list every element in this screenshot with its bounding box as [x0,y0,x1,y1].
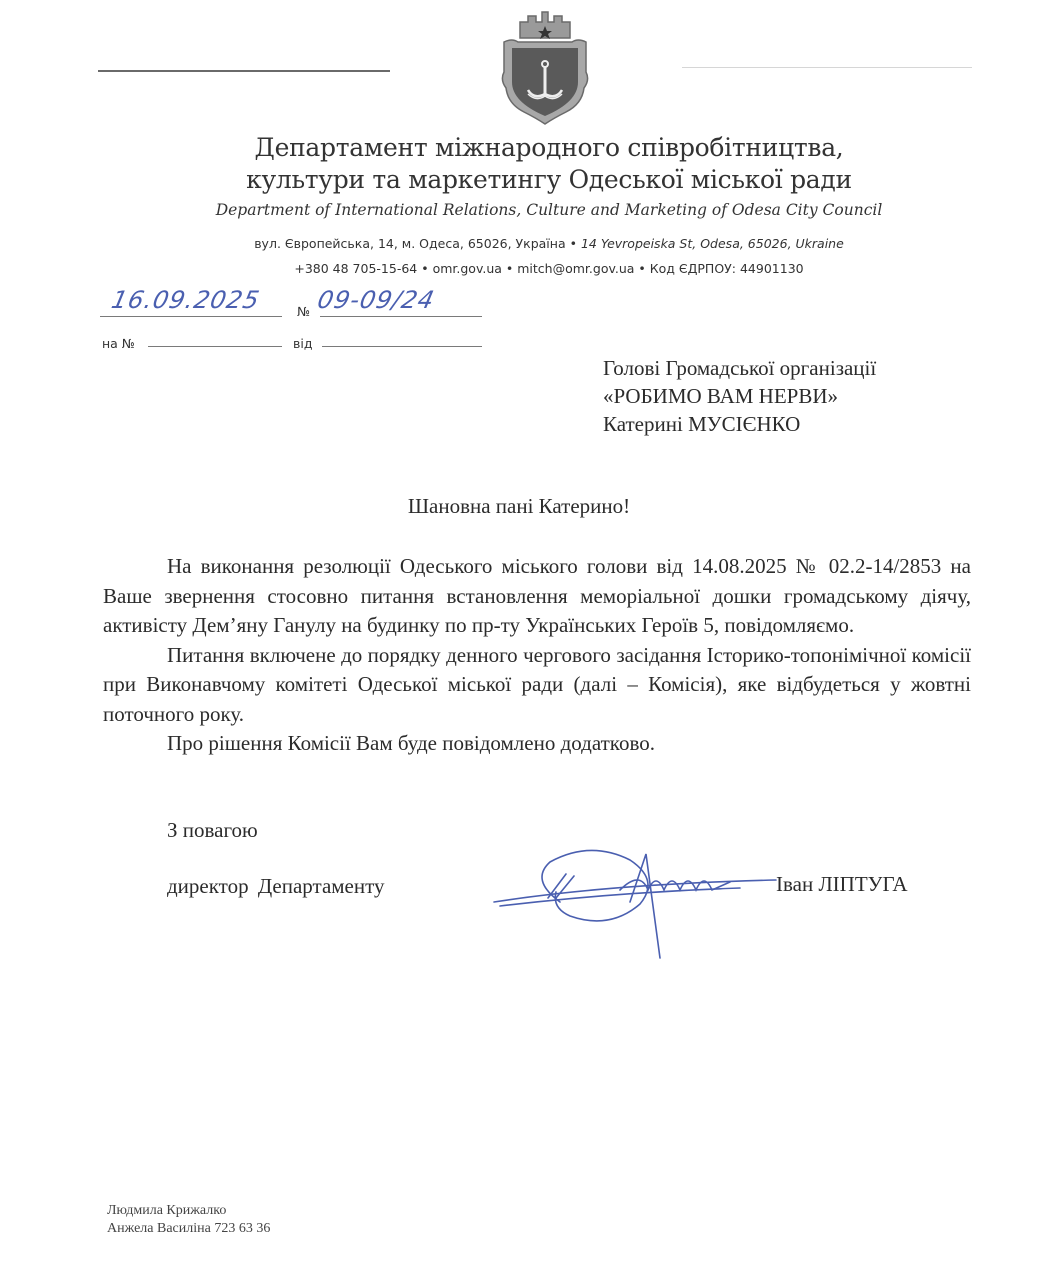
executors-block [107,1202,270,1238]
outgoing-date: 16.09.2025 [109,286,263,314]
addressee-name: Катерині МУСІЄНКО [603,412,801,436]
address-english: 14 Yevropeiska St, Odesa, 65026, Ukraine [580,236,844,251]
number-underline [320,316,482,317]
top-right-rule [682,67,972,68]
address-ukrainian: вул. Європейська, 14, м. Одеса, 65026, Україна [254,236,566,251]
top-left-rule [98,70,390,72]
handwritten-signature-icon [490,840,780,965]
number-label: № [297,304,311,319]
date-underline [100,316,282,317]
department-name-line1: Департамент міжнародного співробітництва, [254,133,844,162]
executor-line1: Людмила Крижалко [107,1203,227,1218]
signatory-name: Іван ЛІПТУГА [776,872,908,896]
outgoing-number: 09-09/24 [315,286,438,314]
department-name-line2: культури та маркетингу Одеської міської ради [246,165,852,194]
reply-to-field [148,346,282,347]
department-contacts: +380 48 705-15-64 • omr.gov.ua • mitch@omr.gov.ua • Код ЄДРПОУ: 44901130 [294,261,804,276]
closing: З повагою [167,818,258,842]
department-name-english: Department of International Relations, Culture and Marketing of Odesa City Council [215,201,883,219]
letter-body [103,552,971,759]
address-separator: • [565,236,581,251]
signatory-role: директор Департаменту [167,874,385,898]
from-label: від [293,336,313,351]
body-paragraph: Про рішення Комісії Вам буде повідомлено додатково. [167,731,655,755]
from-field [322,346,482,347]
body-paragraph: Питання включене до порядку денного чергового засідання Історико-топонімічної комісії при Виконавчому комітеті Одеської міської ради (далі – Комісія), яке відбудеться у жовтні поточного року. [103,642,971,726]
department-address [30,236,1038,251]
addressee-block [603,354,876,438]
addressee-organization: «РОБИМО ВАМ НЕРВИ» [603,384,839,408]
executor-line2: Анжела Василіна 723 63 36 [107,1221,271,1236]
greeting: Шановна пані Катерино! [407,494,631,518]
body-paragraph: На виконання резолюції Одеського міського голови від 14.08.2025 № 02.2-14/2853 на Ваше звернення стосовно питання встановлення меморіальної дошки громадському діячу, активісту Дем’яну Ганулу на будинку по пр-ту Українських Героїв 5, повідомляємо. [103,554,971,637]
addressee-line1: Голові Громадської організації [603,356,877,380]
reply-to-label: на № [102,336,135,351]
odesa-coat-of-arms-icon [498,8,592,126]
